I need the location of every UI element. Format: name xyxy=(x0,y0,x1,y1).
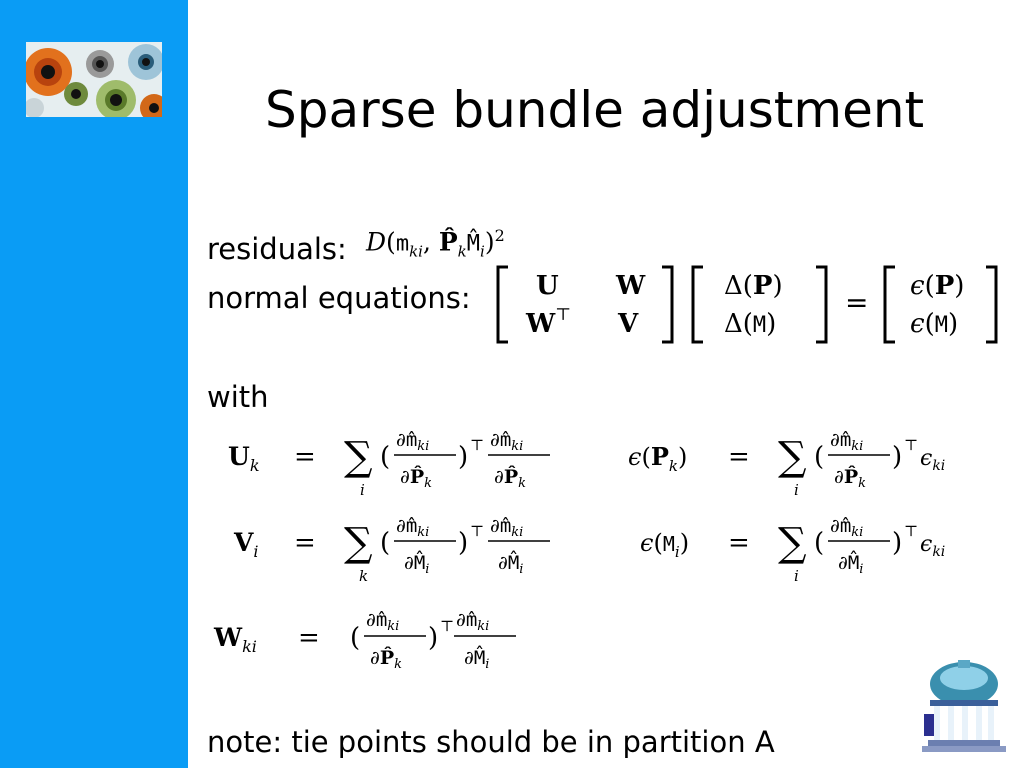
svg-text:k: k xyxy=(359,567,369,585)
slide-title: Sparse bundle adjustment xyxy=(265,81,925,139)
svg-text:Δ(P): Δ(P) xyxy=(724,271,783,301)
note-text: note: tie points should be in partition A xyxy=(207,725,775,759)
svg-text:V: V xyxy=(618,309,639,339)
svg-text:∂m̂ki: $\partial m̂_{ki}$ xyxy=(830,429,864,454)
svg-text:∂m̂ki: $\partial m̂_{ki}$ xyxy=(830,515,864,540)
svg-text:ϵ(Mi): $\epsilon(M_i)$ xyxy=(640,529,690,561)
svg-text:∂m̂ki: $\partial m̂_{ki}$ xyxy=(490,515,524,540)
svg-text:ϵki: $\epsilon_{ki}$ xyxy=(920,532,946,560)
normal-equations-formula xyxy=(490,262,1005,347)
svg-text:W: W xyxy=(616,271,646,301)
normal-equations-label: normal equations: xyxy=(207,281,471,315)
svg-text:=: = xyxy=(845,286,869,319)
svg-text:∑: ∑ xyxy=(344,434,373,480)
svg-text:ϵ(P): ϵ(P) xyxy=(910,271,965,301)
svg-text:(: ( xyxy=(350,623,361,653)
svg-text:∑: ∑ xyxy=(778,520,807,566)
svg-text:∂P̂k: $\partial P̂_k$ xyxy=(834,466,867,491)
svg-text:ϵki: $\epsilon_{ki}$ xyxy=(920,446,946,474)
svg-text:∂m̂ki: $\partial m̂_{ki}$ xyxy=(456,609,490,634)
svg-text:∂M̂i: $\partial M̂_i$ xyxy=(498,552,524,577)
epsilon-mi-equation xyxy=(640,506,970,596)
vi-equation xyxy=(228,506,558,596)
svg-text:Vi: $V_i$ xyxy=(234,528,259,561)
svg-text:(: ( xyxy=(814,528,825,558)
svg-text:): ) xyxy=(892,528,903,558)
svg-text:∂P̂k: $\partial P̂_k$ xyxy=(494,466,527,491)
svg-text:W⊤: W⊤ xyxy=(526,305,572,339)
wki-equation xyxy=(214,598,524,688)
svg-text:∂m̂ki: $\partial m̂_{ki}$ xyxy=(490,429,524,454)
svg-text:): ) xyxy=(458,442,469,472)
svg-text:): ) xyxy=(892,442,903,472)
svg-text:i: i xyxy=(360,481,365,499)
svg-text:i: i xyxy=(794,567,799,585)
with-label: with xyxy=(207,380,269,414)
gazebo-emblem xyxy=(918,658,1008,753)
svg-text:ϵ(Pk): $\epsilon(P_k)$ xyxy=(628,442,688,475)
svg-text:∂M̂i: $\partial M̂_i$ xyxy=(464,647,490,672)
svg-text:⊤: ⊤ xyxy=(470,436,485,454)
svg-text:∂m̂ki: $\partial m̂_{ki}$ xyxy=(396,515,430,540)
svg-text:=: = xyxy=(294,528,316,558)
svg-text:⊤: ⊤ xyxy=(440,617,455,635)
svg-text:∂P̂k: $\partial P̂_k$ xyxy=(370,647,403,672)
svg-text:⊤: ⊤ xyxy=(470,522,485,540)
svg-text:∂P̂k: $\partial P̂_k$ xyxy=(400,466,433,491)
svg-text:): ) xyxy=(458,528,469,558)
residuals-label: residuals: xyxy=(207,232,347,266)
svg-text:Δ(M): Δ(M) xyxy=(724,309,777,339)
svg-text:(: ( xyxy=(814,442,825,472)
epsilon-pk-equation xyxy=(628,420,968,510)
svg-text:(: ( xyxy=(380,442,391,472)
svg-text:∂m̂ki: $\partial m̂_{ki}$ xyxy=(396,429,430,454)
svg-text:⊤: ⊤ xyxy=(904,436,919,454)
svg-text:Wki: $W_{ki}$ xyxy=(214,623,257,656)
svg-text:=: = xyxy=(298,623,320,653)
uk-equation xyxy=(228,420,558,510)
svg-text:i: i xyxy=(794,481,799,499)
svg-text:(: ( xyxy=(380,528,391,558)
svg-text:⊤: ⊤ xyxy=(904,522,919,540)
eyes-logo xyxy=(26,42,162,117)
svg-text:): ) xyxy=(428,623,439,653)
svg-text:=: = xyxy=(728,528,750,558)
residual-formula: $D(m_{ki}$, $P̂_kM̂_i)^2$ xyxy=(366,226,505,261)
svg-text:∂m̂ki: $\partial m̂_{ki}$ xyxy=(366,609,400,634)
svg-text:∑: ∑ xyxy=(344,520,373,566)
svg-text:=: = xyxy=(728,442,750,472)
svg-text:∑: ∑ xyxy=(778,434,807,480)
svg-text:Uk: $U_k$ xyxy=(228,442,260,475)
svg-text:=: = xyxy=(294,442,316,472)
svg-text:∂M̂i: $\partial M̂_i$ xyxy=(838,552,864,577)
svg-text:ϵ(M): ϵ(M) xyxy=(910,309,959,339)
svg-text:∂M̂i: $\partial M̂_i$ xyxy=(404,552,430,577)
svg-text:U: U xyxy=(536,271,559,301)
